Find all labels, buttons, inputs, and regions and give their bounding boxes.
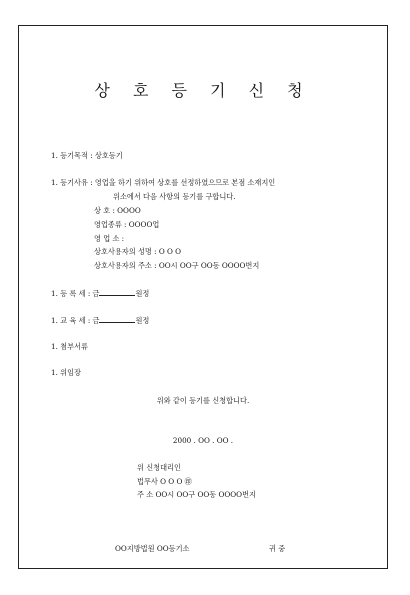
reason-line-2: 위소에서 다음 사항의 등기를 구합니다. <box>113 192 236 201</box>
lawyer-line: 법무사 O O O ㊞ <box>137 477 192 486</box>
reason-line-1: 1. 등기사유 : 영업을 하기 위하여 상호를 선정하였으므로 본점 소재지인 <box>51 178 276 187</box>
form-page <box>18 25 388 569</box>
business-type-line: 영업종류 : OOOO업 <box>94 220 160 229</box>
purpose-line: 1. 등기목적 : 상호등기 <box>51 151 123 160</box>
education-tax-amount-blank <box>99 316 135 323</box>
application-date: 2000 . OO . OO . <box>172 436 234 445</box>
user-address-line: 상호사용자의 주소 : OO시 OO구 OO동 OOOO번지 <box>94 261 260 270</box>
closing-statement: 위와 같이 등기를 신청합니다. <box>156 396 250 405</box>
applicant-address-line: 주 소 OO시 OO구 OO동 OOOO번지 <box>137 490 256 499</box>
commission-line: 1. 위임장 <box>51 368 81 377</box>
education-tax-line <box>51 316 149 324</box>
registration-tax-label: 1. 등 록 세 : 금 <box>51 289 100 298</box>
registration-tax-amount-blank <box>99 289 135 296</box>
addressee-label: 귀 중 <box>269 544 286 553</box>
education-tax-label: 1. 교 육 세 : 금 <box>51 316 100 325</box>
court-office: OO지방법원 OO등기소 <box>115 544 190 553</box>
business-place-line: 영 업 소 : <box>94 234 125 243</box>
education-tax-unit: 원정 <box>135 316 150 325</box>
user-name-line: 상호사용자의 성명 : O O O <box>94 247 182 256</box>
document-title: 상 호 등 기 신 청 <box>94 81 312 100</box>
trade-name-line: 상 호 : OOOO <box>94 206 141 215</box>
registration-tax-line <box>51 289 149 297</box>
applicant-header: 위 신청대리인 <box>137 463 181 472</box>
registration-tax-unit: 원정 <box>135 289 150 298</box>
attachments-line: 1. 첨부서류 <box>51 342 88 351</box>
